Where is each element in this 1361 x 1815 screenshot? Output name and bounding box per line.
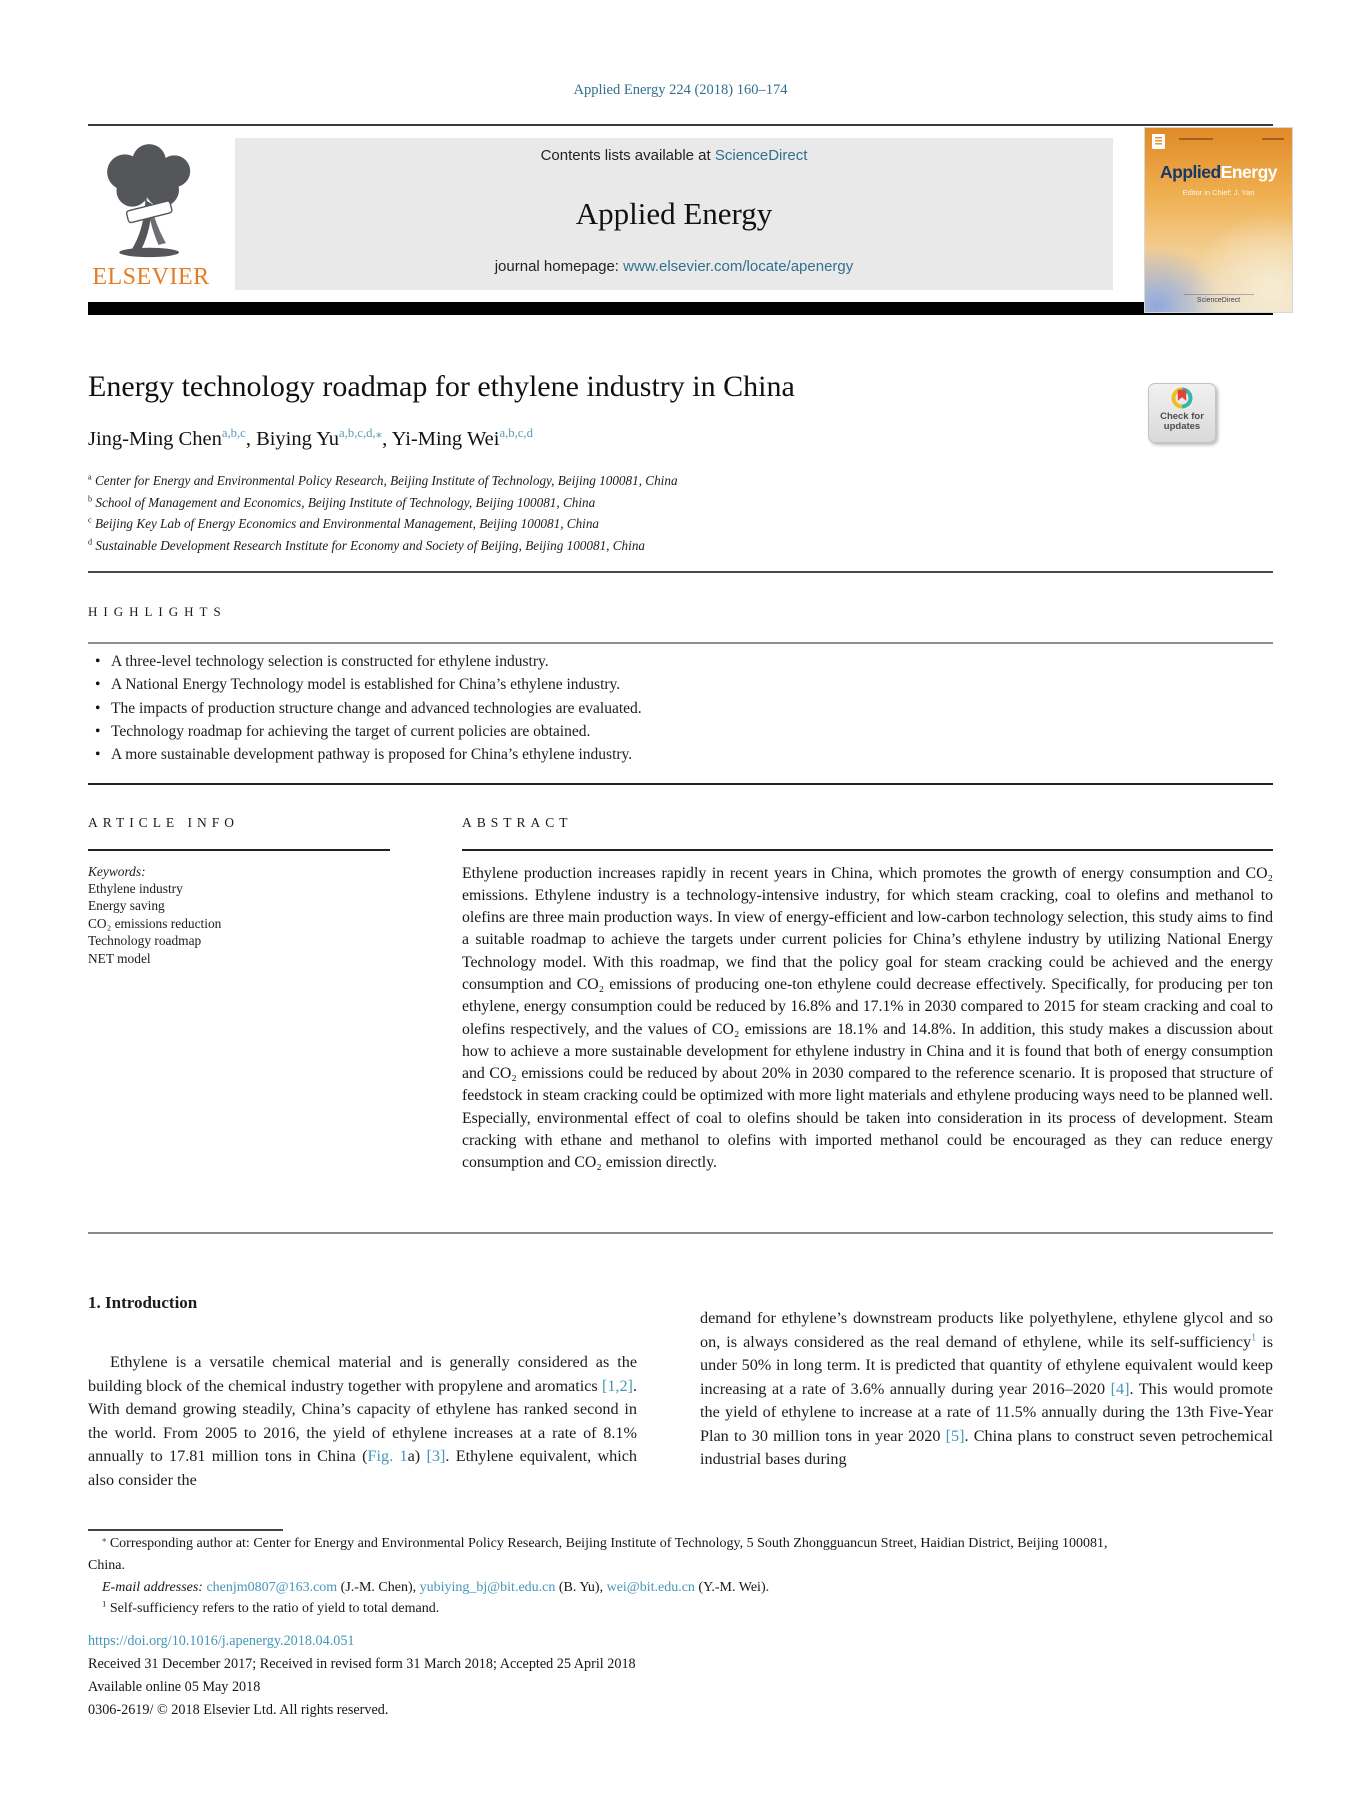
- keywords-label: Keywords:: [88, 863, 146, 879]
- affil-sup: a: [88, 472, 92, 482]
- inline-link[interactable]: Fig. 1: [367, 1447, 408, 1466]
- affiliations-block: [88, 470, 1188, 556]
- text-segment: Ethylene is a versatile chemical material and is generally considered as the building block of the chemical industry together with propylene and aromatics: [88, 1353, 637, 1395]
- cover-sciencedirect-label: ScienceDirect: [1145, 294, 1292, 304]
- article-info-heading: ARTICLE INFO: [88, 815, 240, 830]
- text-segment: Corresponding author at: Center for Energy and Environmental Policy Research, Beijing Institute of Technology, 5 South Zhongguancun Street, Haidian District, Beijing 100081,: [106, 1536, 1108, 1551]
- text-segment: a): [407, 1447, 427, 1466]
- check-for-updates-badge[interactable]: [1148, 383, 1216, 443]
- text-segment: (Y.-M. Wei).: [694, 1579, 770, 1595]
- contents-line: [235, 147, 1113, 164]
- email-addresses-note: [88, 1577, 1273, 1599]
- highlights-list: [88, 650, 1188, 766]
- authors-line: [88, 428, 1088, 451]
- cover-title: AppliedEnergy: [1160, 162, 1277, 182]
- article-title: Energy technology roadmap for ethylene industry in China: [88, 370, 795, 403]
- inline-link[interactable]: [1,2]: [601, 1376, 633, 1395]
- highlight-item: • A three-level technology selection is constructed for ethylene industry.: [88, 650, 1188, 673]
- text-segment: (B. Yu),: [555, 1579, 607, 1595]
- homepage-link[interactable]: www.elsevier.com/locate/apenergy: [623, 258, 854, 275]
- journal-name: Applied Energy: [575, 196, 773, 231]
- text-segment: is under 50% in long term. It is predicted that quantity of ethylene equivalent would keep increasing at a rate of 3.6% annually during year 2016–2020: [700, 1332, 1273, 1398]
- abstract-heading: ABSTRACT: [462, 815, 573, 830]
- corresponding-author-note: [88, 1533, 1273, 1577]
- keyword-item: Ethylene industry: [88, 880, 183, 896]
- article-info-column: [88, 815, 390, 967]
- badge-label: Check for updates: [1160, 411, 1204, 432]
- text-segment: 1: [102, 1598, 107, 1609]
- cover-issn-text-decoration: [1262, 138, 1284, 140]
- section-rule: [462, 849, 1273, 851]
- abstract-text: Ethylene production increases rapidly in recent years in China, which promotes the growth of energy consumption and CO₂ emissions. Ethylene industry is a technology-intensive industry, for which steam cracking, coal to olefins and methanol to olefins are three main production ways. In view of energy-efficient and low-carbon technology selection, this study aims to find a suitable roadmap to achieve the targets under current policies for China’s ethylene industry by utilizing National Energy Technology model. With this roadmap, we find that the policy goal for steam cracking could be achieved and the energy consumption and CO₂ emissions of producing one-ton ethylene could decrease effectively. Specifically, for producing per ton ethylene, energy consumption could be reduced by 16.8% and 17.1% in 2030 compared to 2015 for steam cracking and coal to olefins respectively, and the values of CO₂ emissions are 18.1% and 14.8%. In addition, this study makes a discussion about how to achieve a more sustainable development for ethylene industry in China and it is found that both of energy consumption and CO₂ emissions could be reduced by about 20% in 2030 compared to the reference scenario. It is proposed that structure of feedstock in steam cracking could be optimized with more light materials and ethylene producing ways need to be planned well. Especially, environmental effect of coal to olefins should be taken into consideration in its process of development. Steam cracking with ethane and methanol to olefins with imported methanol could be encouraged as they can reduce energy consumption and CO₂ emission directly.: [462, 864, 1273, 1172]
- text-segment: Jing-Ming Chen: [88, 428, 222, 450]
- inline-link[interactable]: yubiying_bj@bit.edu.cn: [419, 1579, 556, 1595]
- homepage-prefix: journal homepage:: [494, 258, 624, 275]
- elsevier-logo[interactable]: [88, 138, 214, 292]
- cover-editor-line: Editor in Chief: J. Yan: [1182, 188, 1255, 197]
- text-segment: . This would promote the yield of ethylene to increase at a rate of 11.5% annually during the 13th Five-Year Plan to 30 million tons in year 2020: [700, 1379, 1273, 1445]
- footnotes-block: [88, 1533, 1273, 1620]
- text-segment: . China plans to construct seven petrochemical industrial bases during: [700, 1426, 1273, 1469]
- affil-sup: d: [88, 537, 93, 547]
- inline-link[interactable]: [3]: [426, 1447, 446, 1466]
- affil-sup: b: [88, 494, 93, 504]
- header-top-rule: [88, 124, 1273, 126]
- inline-link[interactable]: 1: [1251, 1332, 1257, 1344]
- highlights-heading: HIGHLIGHTS: [88, 604, 227, 619]
- journal-citation: [88, 82, 1273, 99]
- affiliation-line: $^c$ Beijing Key Lab of Energy Economics and Environmental Management, Beijing 100081, China: [88, 515, 600, 531]
- introduction-heading: 1. Introduction: [88, 1293, 198, 1312]
- section-rule: [88, 1232, 1273, 1234]
- doi-link[interactable]: https://doi.org/10.1016/j.apenergy.2018.04.051: [88, 1633, 355, 1649]
- keyword-item: CO₂ emissions reduction: [88, 915, 222, 931]
- inline-link[interactable]: [5]: [945, 1426, 965, 1445]
- highlight-item: • Technology roadmap for achieving the target of current policies are obtained.: [88, 720, 1188, 743]
- self-sufficiency-note: [88, 1598, 1273, 1620]
- update-ring-icon: [1169, 387, 1195, 412]
- elsevier-tree-icon: [95, 138, 207, 266]
- contents-prefix: Contents lists available at: [540, 147, 715, 164]
- highlight-item: • A more sustainable development pathway is proposed for China’s ethylene industry.: [88, 743, 1188, 766]
- keyword-item: Energy saving: [88, 898, 165, 914]
- inline-link[interactable]: wei@bit.edu.cn: [606, 1579, 695, 1595]
- highlight-item: • The impacts of production structure change and advanced technologies are evaluated.: [88, 697, 1188, 720]
- header-black-bar: [88, 302, 1273, 315]
- affiliation-line: $^b$ School of Management and Economics, Beijing Institute of Technology, Beijing 100081, China: [88, 494, 596, 510]
- journal-header-box: [235, 138, 1113, 290]
- journal-cover-thumbnail[interactable]: [1145, 128, 1292, 312]
- available-online: Available online 05 May 2018: [88, 1679, 261, 1695]
- inline-link[interactable]: [4]: [1110, 1379, 1130, 1398]
- section-rule: [88, 642, 1273, 644]
- affiliation-line: $^a$ Center for Energy and Environmental Policy Research, Beijing Institute of Technology, Beijing 100081, China: [88, 472, 678, 488]
- text-segment: , Yi-Ming Wei: [382, 428, 500, 450]
- received-dates: Received 31 December 2017; Received in revised form 31 March 2018; Accepted 25 April 2018: [88, 1656, 636, 1672]
- section-rule: [88, 849, 390, 851]
- abstract-column: [462, 815, 1273, 1175]
- publication-info: [88, 1630, 1273, 1722]
- text-segment: a,b,c,d,⁎: [339, 426, 383, 441]
- text-segment: a,b,c: [221, 426, 246, 441]
- copyright-line: 0306-2619/ © 2018 Elsevier Ltd. All rights reserved.: [88, 1702, 389, 1718]
- text-segment: (J.-M. Chen),: [337, 1579, 420, 1595]
- highlight-item: • A National Energy Technology model is established for China’s ethylene industry.: [88, 673, 1188, 696]
- affiliation-line: $^d$ Sustainable Development Research Institute for Economy and Society of Beijing, Beijing 100081, China: [88, 537, 646, 553]
- journal-citation-link[interactable]: Applied Energy 224 (2018) 160–174: [573, 82, 788, 98]
- inline-link[interactable]: chenjm0807@163.com: [206, 1579, 338, 1595]
- intro-paragraph-left: [88, 1351, 637, 1492]
- section-rule: [88, 783, 1273, 785]
- elsevier-wordmark: ELSEVIER: [92, 264, 210, 290]
- text-segment: , Biying Yu: [245, 428, 340, 450]
- text-segment: . Ethylene equivalent, which also consider the: [88, 1447, 638, 1489]
- text-segment: . With demand growing steadily, China’s capacity of ethylene has ranked second in the world. From 2005 to 2016, the yield of ethylene increases at a rate of 8.1% annually to 17.81 million tons in China (: [88, 1376, 637, 1466]
- footnote-rule: [88, 1529, 283, 1531]
- text-segment: E-mail addresses:: [102, 1579, 207, 1595]
- text-segment: a,b,c,d: [499, 426, 533, 441]
- keyword-item: NET model: [88, 950, 151, 966]
- affil-sup: c: [88, 515, 92, 525]
- cover-volume-text-decoration: [1179, 138, 1213, 140]
- text-segment: China.: [88, 1557, 125, 1573]
- intro-paragraph-right: [700, 1307, 1273, 1472]
- homepage-line: [235, 258, 1113, 275]
- sciencedirect-link[interactable]: ScienceDirect: [714, 147, 808, 164]
- text-segment: ⁎: [102, 1533, 107, 1544]
- text-segment: Self-sufficiency refers to the ratio of yield to total demand.: [106, 1601, 440, 1617]
- section-rule: [88, 571, 1273, 573]
- cover-elsevier-mini-logo: [1152, 134, 1165, 149]
- text-segment: demand for ethylene’s downstream products like polyethylene, ethylene glycol and so on, is always considered as the real demand of ethylene, while its self-sufficiency: [700, 1309, 1273, 1351]
- keyword-item: Technology roadmap: [88, 933, 202, 949]
